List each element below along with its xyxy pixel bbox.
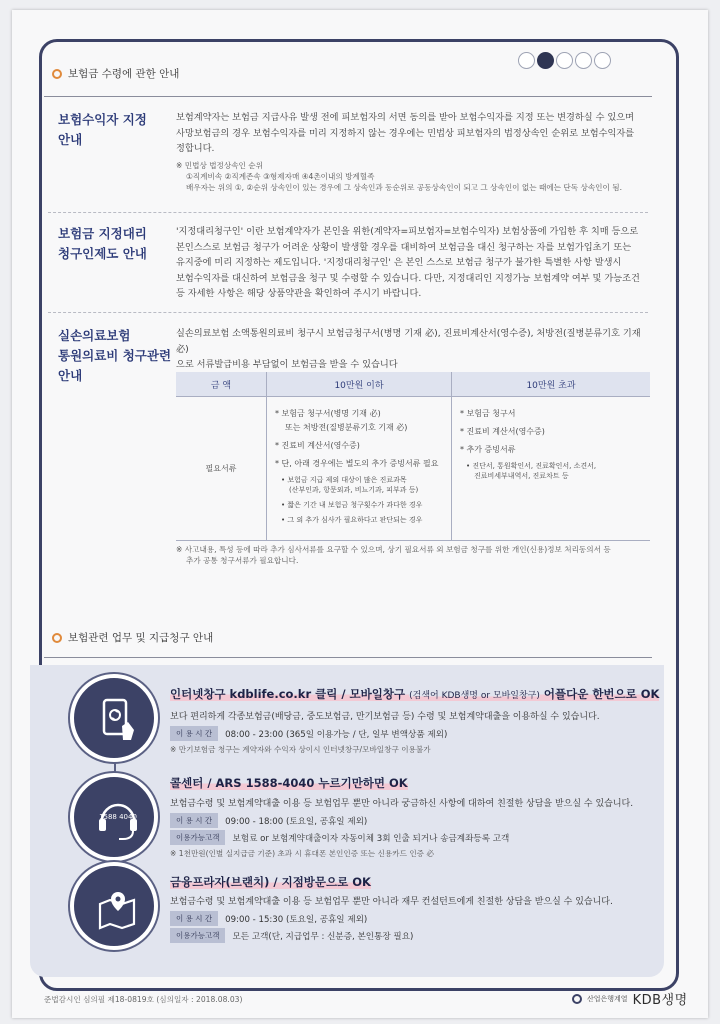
channel-title-end: 어플다운 한번으로 OK: [539, 687, 660, 701]
call-center-number: 1588 4040: [99, 813, 137, 821]
eligibility-tag: 이용가능고객: [170, 830, 225, 845]
doc-subitem: • 짧은 기간 내 보험금 청구횟수가 과다한 경우: [281, 501, 423, 509]
label-line: 보험수익자 지정: [58, 112, 147, 127]
section-header-insurance-claim: [52, 66, 179, 81]
call-center-channel-title: [170, 775, 408, 791]
step-dot: [556, 52, 573, 69]
branch-channel-title: [170, 874, 371, 890]
step-dot: [594, 52, 611, 69]
brand-footer: [572, 989, 688, 1008]
table-header: 금 액: [176, 372, 267, 397]
channel-desc: 보험금수령 및 보험계약대출 이용 등 보험업무 뿐만 아니라 궁금하신 사항에 대하여 친절한 상담을 받으실 수 있습니다.: [170, 799, 634, 809]
body-line: 정합니다.: [176, 143, 215, 154]
doc-subitem: (산부인과, 항문외과, 비뇨기과, 피부과 등): [289, 486, 419, 494]
note-line: ※ 사고내용, 특성 등에 따라 추가 심사서류를 요구할 수 있으며, 상기 필요서류 외 보험금 청구를 위한 개인(신용)정보 처리동의서 등: [176, 545, 611, 554]
brand-name: KDB생명: [632, 993, 688, 1008]
body-line: 등 자세한 사항은 해당 상품약관을 확인하여 주시기 바랍니다.: [176, 288, 422, 299]
docs-over-100k: [452, 397, 651, 541]
proxy-label: [58, 224, 147, 264]
internet-channel-title: [170, 686, 659, 702]
doc-item: * 추가 증빙서류: [460, 445, 516, 454]
compliance-footer: 준법감시인 심의필 제18-0819호 (심의일자 : 2018.08.03): [44, 995, 243, 1004]
doc-item: * 진료비 계산서(영수증): [460, 427, 545, 436]
doc-subitem: • 그 외 추가 심사가 필요하다고 판단되는 경우: [281, 516, 423, 524]
doc-subitem: • 진단서, 통원확인서, 진료확인서, 소견서,: [466, 462, 597, 470]
channel-title-small: (검색어 KDB생명 or 모바일창구): [409, 691, 540, 701]
body-line: 으로 서류발급비용 부담없이 보험금을 받을 수 있습니다: [176, 359, 398, 370]
dashed-divider: [48, 312, 648, 313]
note-line: 추가 공통 청구서류가 필요합니다.: [186, 556, 299, 565]
section-bullet-icon: [52, 69, 62, 79]
table-header: 10만원 이하: [267, 372, 452, 397]
body-line: '지정대리청구인' 이란 보험계약자가 본인을 위한(계약자=피보험자=보험수익자) 보험상품에 가입한 후 치매 등으로: [176, 226, 639, 237]
channel-hours-row: [170, 911, 367, 926]
section-divider: [44, 657, 652, 658]
branch-map-pin-icon: [70, 862, 158, 950]
doc-item: * 단, 아래 경우에는 별도의 추가 증빙서류 필요: [275, 459, 439, 468]
channel-hours-row: [170, 726, 447, 741]
beneficiary-note: [176, 160, 656, 193]
section-header-service-channels: [52, 630, 213, 645]
step-dot: [518, 52, 535, 69]
channel-hours-row: [170, 813, 367, 828]
hours-value: 09:00 - 18:00 (토요일, 공휴일 제외): [225, 816, 368, 827]
docs-under-100k: [267, 397, 452, 541]
channel-eligibility-row: [170, 830, 509, 845]
section-divider: [44, 96, 652, 97]
section-title: 보험금 수령에 관한 안내: [68, 68, 180, 80]
channel-eligibility-row: [170, 928, 413, 943]
step-dot: [575, 52, 592, 69]
channel-note: ※ 만기보험금 청구는 계약자와 수익자 상이시 인터넷창구/모바일창구 이용불가: [170, 745, 431, 754]
eligibility-tag: 이용가능고객: [170, 928, 225, 943]
proxy-body: [176, 224, 648, 302]
label-line: 통원의료비 청구관련: [58, 348, 172, 363]
body-line: 보험계약자는 보험금 지급사유 발생 전에 피보험자의 서면 동의를 받아 보험수익자를 지정 또는 변경하실 수 있으며: [176, 112, 635, 123]
body-line: 사망보험금의 경우 보험수익자를 미리 지정하지 않는 경우에는 민법상 피보험자의 법정상속인 순위로 보험수익자를: [176, 127, 635, 139]
label-line: 안내: [58, 368, 83, 383]
medical-note: [176, 544, 656, 566]
beneficiary-label: [58, 110, 147, 150]
eligibility-value: 보험료 or 보험계약대출이자 자동이체 3회 인출 되거나 송금계좌등록 고객: [232, 833, 510, 844]
channel-title-main: 인터넷창구 kdblife.co.kr 클릭 / 모바일창구: [170, 687, 410, 701]
channel-desc: 보험금수령 및 보험계약대출 이용 등 보험업무 뿐만 아니라 재무 컨설턴트에게 친절한 상담을 받으실 수 있습니다.: [170, 897, 613, 907]
doc-item: 또는 처방전(질병분류기호 기재 必): [285, 423, 408, 432]
note-line: ※ 민법상 법정상속인 순위: [176, 161, 263, 170]
doc-item: * 진료비 계산서(영수증): [275, 441, 360, 450]
medical-body: [176, 326, 648, 373]
kdb-logo-icon: [572, 994, 582, 1004]
channel-title-main: 콜센터 / ARS 1588-4040 누르기만하면 OK: [170, 776, 408, 790]
doc-subitem: 진료비세부내역서, 진료차트 등: [474, 472, 569, 480]
table-row: [176, 397, 650, 541]
body-line: 실손의료보험 소액통원의료비 청구시 보험금청구서(병명 기재 必), 진료비계산서(영수증), 처방전(질병분류기호 기재 必): [176, 328, 641, 355]
row-label: 필요서류: [205, 464, 237, 473]
channel-desc: 보다 편리하게 각종보험금(배당금, 중도보험금, 만기보험금 등) 수령 및 보험계약대출을 이용하실 수 있습니다.: [170, 712, 600, 722]
table-header: 10만원 초과: [452, 372, 651, 397]
label-line: 청구인제도 안내: [58, 246, 147, 261]
step-indicator: [518, 52, 611, 69]
body-line: 본인스스로 보험금 청구가 어려운 상황이 발생할 경우를 대비하여 보험금을 대신 청구하는 자를 보험가입초기 또는: [176, 241, 632, 253]
call-center-headset-icon: [70, 773, 158, 861]
section-bullet-icon: [52, 633, 62, 643]
label-line: 실손의료보험: [58, 328, 131, 343]
doc-subitem: • 보험금 지급 제외 대상이 많은 진료과목: [281, 476, 407, 484]
hours-value: 09:00 - 15:30 (토요일, 공휴일 제외): [225, 914, 368, 925]
doc-item: * 보험금 청구서(병명 기재 必): [275, 409, 381, 418]
doc-item: * 보험금 청구서: [460, 409, 516, 418]
medical-label: [58, 326, 171, 386]
channel-title-main: 금융프라자(브랜치) / 지점방문으로 OK: [170, 875, 371, 889]
hours-value: 08:00 - 23:00 (365일 이용가능 / 단, 일부 변액상품 제외): [225, 729, 448, 740]
eligibility-value: 모든 고객(단, 지급업무 : 신분증, 본인통장 필요): [232, 931, 414, 942]
hours-tag: 이 용 시 간: [170, 726, 218, 741]
required-documents-table: [176, 372, 650, 541]
hours-tag: 이 용 시 간: [170, 911, 218, 926]
section-title: 보험관련 업무 및 지급청구 안내: [68, 632, 214, 644]
channel-note: ※ 1천만원(인별 실지급금 기준) 초과 시 휴대폰 본인인증 또는 신용카드 인증 必: [170, 849, 434, 858]
note-line: 배우자는 위의 ①, ②순위 상속인이 있는 경우에 그 상속인과 동순위로 공동상속인이 되고 그 상속인이 없는 때에는 단독 상속인이 됨.: [186, 183, 622, 192]
note-line: ①직계비속 ②직계존속 ③형제자매 ④4촌이내의 방계혈족: [186, 172, 375, 181]
body-line: 유지중에 미리 지정하는 제도입니다. '지정대리청구인' 은 본인 스스로 보험금 청구가 불가한 특별한 사항 발생시: [176, 257, 622, 268]
dashed-divider: [48, 212, 648, 213]
bank-affiliation: 산업은행계열: [587, 994, 628, 1003]
mobile-app-icon: [70, 674, 158, 762]
step-dot-active: [537, 52, 554, 69]
hours-tag: 이 용 시 간: [170, 813, 218, 828]
body-line: 보험수익자를 대신하여 보험금을 청구 및 수령할 수 있습니다. 다만, 지정대리인 지정가능 보험계약 여부 및 가능조건: [176, 272, 640, 284]
beneficiary-body: [176, 110, 648, 157]
label-line: 보험금 지정대리: [58, 226, 147, 241]
label-line: 안내: [58, 132, 83, 147]
